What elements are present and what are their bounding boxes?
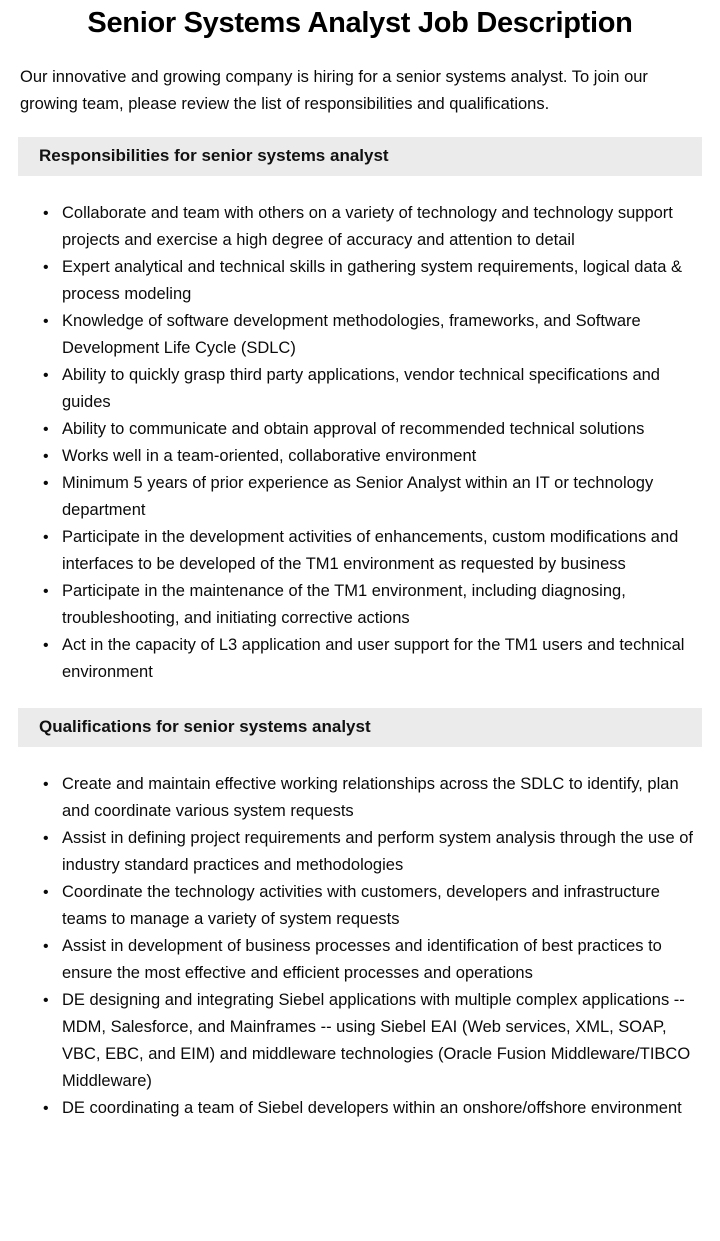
responsibility-item: • Expert analytical and technical skills in gathering system requirements, logical data & process modeling xyxy=(40,254,702,308)
qualification-item: • Assist in defining project requirements and perform system analysis through the use of industry standard practices and methodologies xyxy=(40,825,702,879)
responsibilities-section-heading: Responsibilities for senior systems analyst xyxy=(39,146,389,165)
qualification-item: • DE designing and integrating Siebel applications with multiple complex applications -- MDM, Salesforce, and Mainframes -- using Siebel EAI (Web services, XML, SOAP, VBC, EBC, and EIM) and middleware technologies (Oracle Fusion Middleware/TIBCO Middleware) xyxy=(40,987,702,1095)
qualification-item: • Coordinate the technology activities with customers, developers and infrastructure teams to manage a variety of system requests xyxy=(40,879,702,933)
intro-paragraph: Our innovative and growing company is hiring for a senior systems analyst. To join our growing team, please review the list of responsibilities and qualifications. xyxy=(20,68,648,113)
responsibility-item: • Act in the capacity of L3 application and user support for the TM1 users and technical environment xyxy=(40,632,702,686)
qualification-item: • Assist in development of business processes and identification of best practices to ensure the most effective and efficient processes and operations xyxy=(40,933,702,987)
qualification-item: • Create and maintain effective working relationships across the SDLC to identify, plan and coordinate various system requests xyxy=(40,771,702,825)
responsibilities-list xyxy=(18,200,702,686)
responsibility-item: • Participate in the development activities of enhancements, custom modifications and interfaces to be developed of the TM1 environment as requested by business xyxy=(40,524,702,578)
page-title: Senior Systems Analyst Job Description xyxy=(87,7,633,39)
responsibility-item: • Knowledge of software development methodologies, frameworks, and Software Development Life Cycle (SDLC) xyxy=(40,308,702,362)
responsibilities-section xyxy=(18,137,702,686)
responsibility-item: • Collaborate and team with others on a variety of technology and technology support projects and exercise a high degree of accuracy and attention to detail xyxy=(40,200,702,254)
qualifications-section xyxy=(18,708,702,1122)
qualification-item: • DE coordinating a team of Siebel developers within an onshore/offshore environment xyxy=(40,1095,702,1122)
responsibility-item: • Works well in a team-oriented, collaborative environment xyxy=(40,443,702,470)
responsibility-item: • Minimum 5 years of prior experience as Senior Analyst within an IT or technology department xyxy=(40,470,702,524)
responsibility-item: • Ability to quickly grasp third party applications, vendor technical specifications and guides xyxy=(40,362,702,416)
responsibility-item: • Participate in the maintenance of the TM1 environment, including diagnosing, troubleshooting, and initiating corrective actions xyxy=(40,578,702,632)
qualifications-section-header xyxy=(18,708,702,747)
responsibility-item: • Ability to communicate and obtain approval of recommended technical solutions xyxy=(40,416,702,443)
qualifications-section-heading: Qualifications for senior systems analyst xyxy=(39,717,371,736)
qualifications-list xyxy=(18,771,702,1122)
responsibilities-section-header xyxy=(18,137,702,176)
